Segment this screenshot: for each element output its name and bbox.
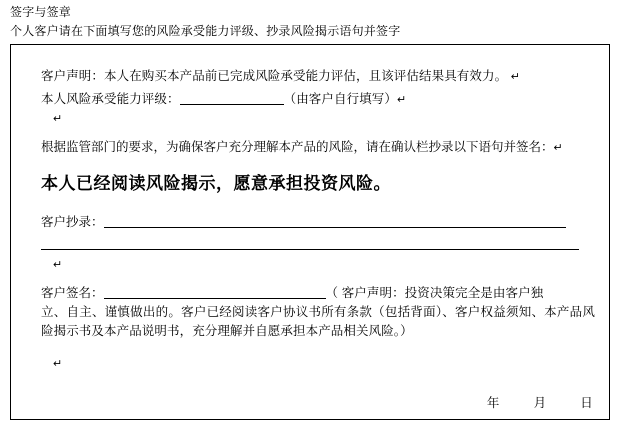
page-title: 签字与签章 [10,5,72,19]
rating-hint: （由客户自行填写） [283,92,398,106]
rating-label: 本人风险承受能力评级： [41,92,180,106]
signature-box-content [41,55,595,413]
customer-copy-field-second-line[interactable] [41,248,579,250]
declaration-line-1 [41,68,595,86]
customer-copy-row [41,212,595,230]
paragraph-mark-icon: ↵ [553,142,563,154]
paragraph-mark-icon: ↵ [53,259,63,271]
paragraph-mark-icon: ↵ [510,71,521,83]
date-year-label: 年 [486,396,500,410]
date-month-label: 月 [533,396,547,410]
customer-copy-field[interactable] [104,215,566,228]
signature-block [41,284,595,341]
rating-blank-field[interactable] [180,92,284,105]
paragraph-mark-icon: ↵ [53,113,63,125]
signature-field[interactable] [104,286,326,299]
paragraph-mark-icon: ↵ [397,94,407,106]
paragraph-mark-icon: ↵ [53,358,63,370]
risk-statement: 本人已经阅读风险揭示，愿意承担投资风险。 [41,174,391,193]
regulatory-paragraph [41,138,595,157]
signature-label: 客户签名： [41,286,104,300]
signature-note-head: （ 客户声明：投资决策完全是由客户独 [325,286,544,300]
signature-box [10,44,610,420]
declaration-line-2 [41,91,595,109]
regulatory-paragraph-text: 根据监管部门的要求，为确保客户充分理解本产品的风险，请在确认栏抄录以下语句并签名： [41,140,554,154]
signature-note-body: 立、自主、谨慎做出的。客户已经阅读客户协议书所有条款（包括背面）、客户权益须知、本产品风险揭示书及本产品说明书，充分理解并自愿承担本产品相关风险。） [41,305,595,338]
spacer-row-3 [41,357,595,370]
date-day-label: 日 [580,396,593,410]
customer-copy-label: 客户抄录： [41,215,104,229]
page-subtitle: 个人客户请在下面填写您的风险承受能力评级、抄录风险揭示语句并签字 [10,24,401,38]
spacer-row-2 [41,258,595,274]
declaration-line-1-text: 客户声明：本人在购买本产品前已完成风险承受能力评估，且该评估结果具有效力。 [41,69,508,83]
date-row [487,393,593,411]
signature-line [41,284,595,303]
spacer-row-1 [41,109,595,126]
